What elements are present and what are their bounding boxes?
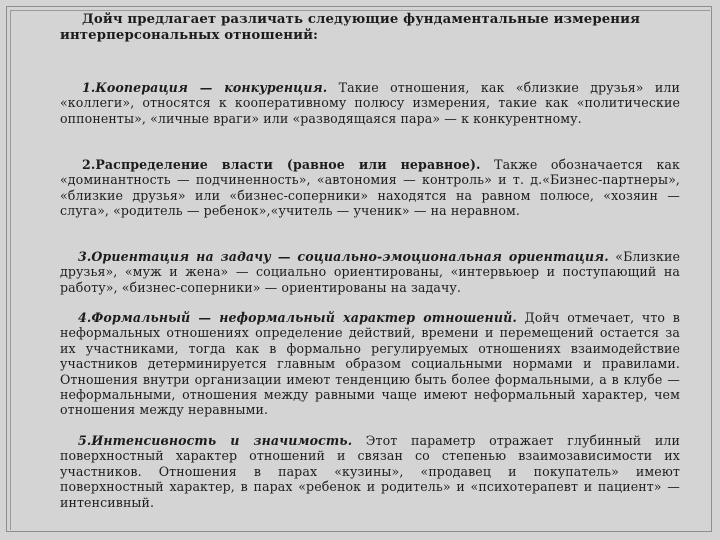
item-cooperation-title: 1.Кооперация — конкуренция. xyxy=(82,80,328,95)
item-intensity xyxy=(60,433,680,510)
item-orientation-text: «Близкие друзья», «муж и жена» — социально ориентированы, «интервьюер и поступающий на работу», «бизнес-соперники» — ориентированы на задачу. xyxy=(60,249,681,295)
item-formality xyxy=(60,310,680,418)
item-cooperation xyxy=(60,80,680,126)
item-cooperation-text: Такие отношения, как «близкие друзья» или «коллеги», относятся к кооперативному полюсу измерения, такие как «политические оппоненты», «личные враги» или «разводящаяся пара» — к конкурентному. xyxy=(60,80,680,126)
item-power-text: Также обозначается как «доминантность — подчиненность», «автономия — контроль» и т. д.«Бизнес-партнеры», «близкие друзья» или «бизнес-соперники» находятся на равном полюсе, «хозяин — слуга», «родитель — ребенок»,«учитель — ученик» — на неравном. xyxy=(60,157,680,219)
item-intensity-text: Этот параметр отражает глубинный или поверхностный характер отношений и связан со степенью взаимозависимости их участников. Отношения в парах «кузины», «продавец и покупатель» имеют поверхностный характер, в парах «ребенок и родитель» и «психотерапевт и пациент» — интенсивный. xyxy=(60,433,680,510)
slide-content xyxy=(60,12,681,510)
item-formality-text: Дойч отмечает, что в неформальных отношениях определение действий, времени и перемещений остается за их участниками, тогда как в формально регулируемых отношениях взаимодействие участников детерминируется главным образом социальными нормами и правилами. Отношения внутри организации имеют тенденцию быть более формальными, а в клубе — неформальными, отношения между равными чаще имеют неформальный характер, чем отношения между неравными. xyxy=(60,310,680,418)
item-orientation xyxy=(60,249,680,295)
item-power xyxy=(60,157,680,219)
item-formality-title: 4.Формальный — неформальный характер отношений. xyxy=(78,310,517,325)
item-intensity-title: 5.Интенсивность и значимость. xyxy=(78,433,353,448)
item-orientation-title: 3.Ориентация на задачу — социально-эмоциональная ориентация. xyxy=(78,249,609,264)
slide-heading: Дойч предлагает различать следующие фундаментальные измерения интерперсональных отношений: xyxy=(60,12,641,43)
item-power-title: 2.Распределение власти (равное или неравное). xyxy=(82,157,481,172)
